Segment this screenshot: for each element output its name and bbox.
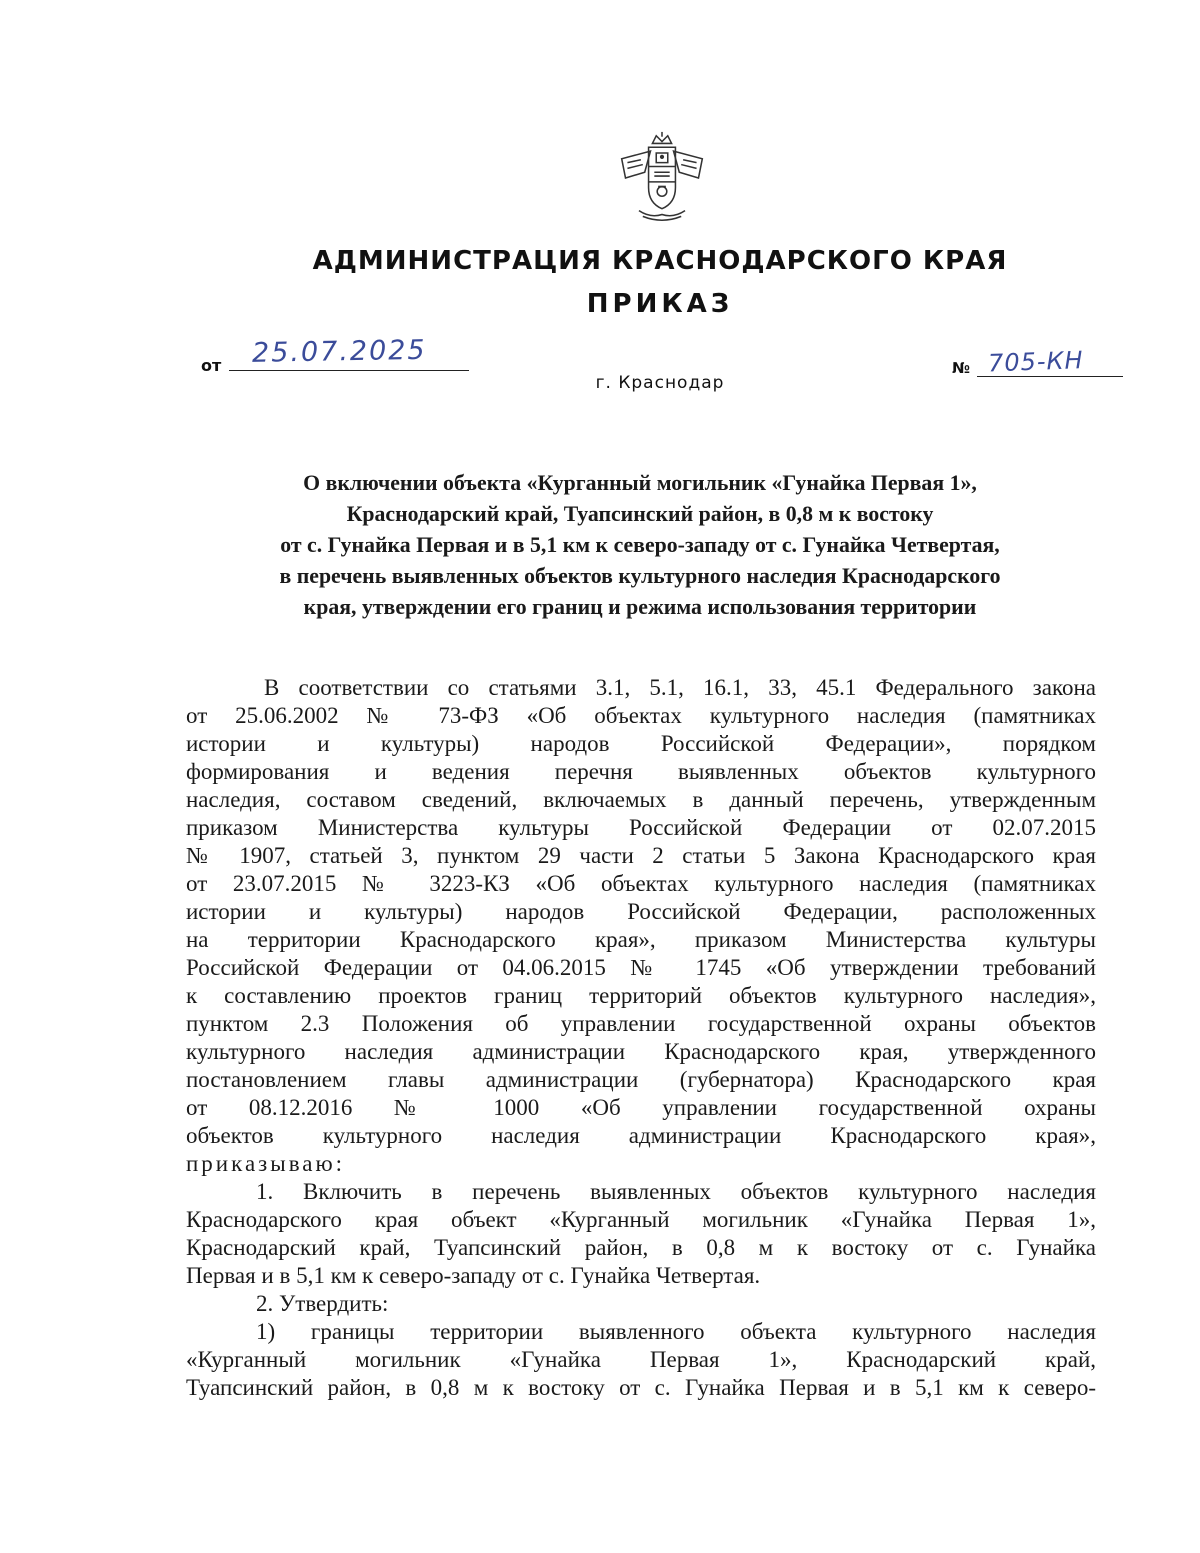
title-line: в перечень выявленных объектов культурного наследия Краснодарского xyxy=(279,564,1001,588)
body-line: к составлению проектов границ территорий объектов культурного наследия», xyxy=(186,983,1096,1008)
body-line: формирования и ведения перечня выявленных объектов культурного xyxy=(186,759,1096,784)
city-label: г. Краснодар xyxy=(595,373,725,393)
number-label: № xyxy=(952,359,971,377)
body-line: Туапсинский район, в 0,8 м к востоку от с. Гунайка Первая и в 5,1 км к северо- xyxy=(186,1375,1096,1400)
handwritten-date: 25.07.2025 xyxy=(251,334,427,369)
title-line: О включении объекта «Курганный могильник «Гунайка Первая 1», xyxy=(303,471,977,495)
body-line: Первая и в 5,1 км к северо-западу от с. Гунайка Четвертая. xyxy=(186,1263,761,1288)
handwritten-number: 705-КН xyxy=(987,346,1085,378)
body-line: истории и культуры) народов Российской Федерации», порядком xyxy=(186,731,1096,756)
title-line: от с. Гунайка Первая и в 5,1 км к северо-западу от с. Гунайка Четвертая, xyxy=(280,533,1000,557)
body-line: 1) границы территории выявленного объекта культурного наследия xyxy=(256,1319,1096,1344)
body-line: приказываю: xyxy=(186,1151,346,1176)
body-line: Краснодарского края объект «Курганный могильник «Гунайка Первая 1», xyxy=(186,1207,1096,1232)
document-type: ПРИКАЗ xyxy=(586,289,734,319)
body-line: приказом Министерства культуры Российской Федерации от 02.07.2015 xyxy=(186,815,1096,840)
body-line: постановлением главы администрации (губернатора) Краснодарского края xyxy=(186,1067,1096,1092)
organization-name: АДМИНИСТРАЦИЯ КРАСНОДАРСКОГО КРАЯ xyxy=(312,246,1008,276)
document-body xyxy=(186,674,1096,1402)
body-line: № 1907, статьей 3, пунктом 29 части 2 статьи 5 Закона Краснодарского края xyxy=(186,843,1096,868)
body-line: 1. Включить в перечень выявленных объектов культурного наследия xyxy=(256,1179,1096,1204)
title-line: края, утверждении его границ и режима использования территории xyxy=(303,595,977,619)
date-underline xyxy=(229,370,469,371)
coat-of-arms-icon xyxy=(614,130,710,226)
body-line: В соответствии со статьями 3.1, 5.1, 16.1, 33, 45.1 Федерального закона xyxy=(264,675,1096,700)
body-line: «Курганный могильник «Гунайка Первая 1», Краснодарский край, xyxy=(186,1347,1096,1372)
body-line: от 25.06.2002 № 73-ФЗ «Об объектах культурного наследия (памятниках xyxy=(186,703,1096,728)
body-line: на территории Краснодарского края», приказом Министерства культуры xyxy=(186,927,1096,952)
title-line: Краснодарский край, Туапсинский район, в 0,8 м к востоку xyxy=(346,502,934,526)
body-line: от 08.12.2016 № 1000 «Об управлении государственной охраны xyxy=(186,1095,1096,1120)
body-line: Краснодарский край, Туапсинский район, в 0,8 м к востоку от с. Гунайка xyxy=(186,1235,1096,1260)
document-title xyxy=(190,468,1090,623)
body-line: от 23.07.2015 № 3223-КЗ «Об объектах культурного наследия (памятниках xyxy=(186,871,1096,896)
body-line: наследия, составом сведений, включаемых в данный перечень, утвержденным xyxy=(186,787,1096,812)
body-line: истории и культуры) народов Российской Федерации, расположенных xyxy=(186,899,1096,924)
body-line: 2. Утвердить: xyxy=(256,1291,389,1316)
body-line: объектов культурного наследия администрации Краснодарского края», xyxy=(186,1123,1096,1148)
body-line: Российской Федерации от 04.06.2015 № 1745 «Об утверждении требований xyxy=(186,955,1096,980)
date-label: от xyxy=(201,356,222,375)
body-line: пунктом 2.3 Положения об управлении государственной охраны объектов xyxy=(186,1011,1096,1036)
body-line: культурного наследия администрации Краснодарского края, утвержденного xyxy=(186,1039,1096,1064)
